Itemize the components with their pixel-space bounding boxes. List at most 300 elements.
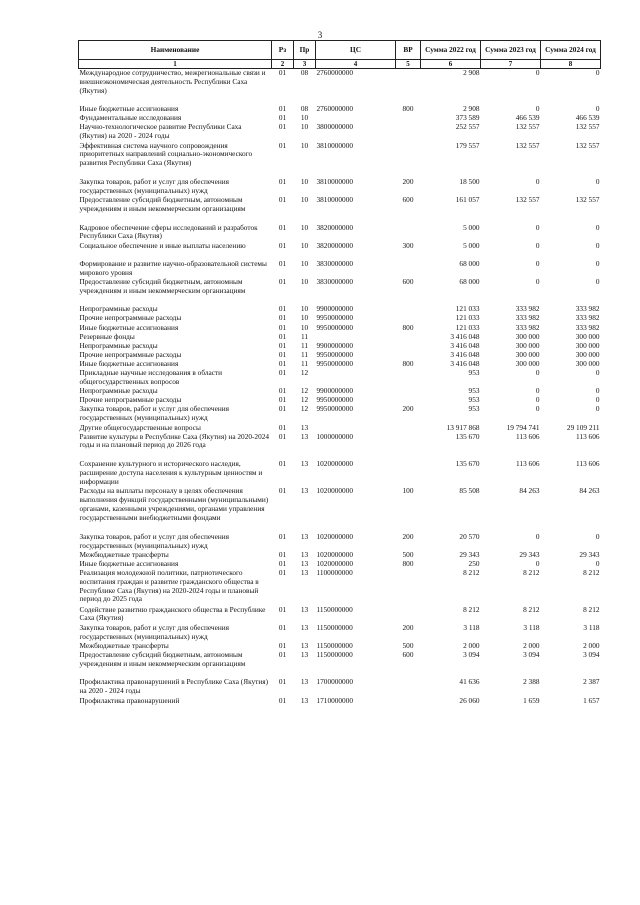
- row-name: Профилактика правонарушений: [79, 695, 180, 705]
- table-row: [79, 142, 601, 178]
- row-sum-2022: 373 589: [455, 113, 480, 123]
- row-pr: 12: [300, 386, 309, 396]
- row-name: Расходы на выплаты персоналу в целях обеспечения выполнения функций государственными (муниципальными) органами, казенными учреждениями, органами управления государственными внебюджетными фондами: [79, 486, 269, 522]
- row-name: Содействие развитию гражданского общества в Республике Саха (Якутия): [79, 604, 266, 623]
- row-name: Иные бюджетные ассигнования: [79, 358, 179, 368]
- row-sum-2024: 0: [595, 559, 600, 569]
- row-sum-2024: 0: [595, 222, 600, 232]
- column-number: 3: [294, 60, 316, 69]
- row-rz: 01: [278, 349, 287, 359]
- row-name: Международное сотрудничество, межрегиональные связи и внешнеэкономическая деятельность Республики Саха (Якутия): [79, 68, 266, 95]
- row-sum-2024: 113 606: [576, 431, 600, 441]
- row-vr: 200: [402, 622, 414, 632]
- row-cs: 1020000000: [316, 549, 353, 559]
- row-sum-2022: 3 416 048: [450, 331, 480, 341]
- table-row: [79, 369, 601, 387]
- row-name: Кадровое обеспечение сферы исследований и разработок Республики Саха (Якутия): [79, 222, 258, 241]
- row-sum-2023: 8 212: [523, 568, 540, 578]
- row-pr: 11: [300, 349, 309, 359]
- row-sum-2022: 121 033: [455, 304, 480, 314]
- row-pr: 13: [300, 640, 309, 650]
- row-sum-2023: [481, 96, 541, 105]
- column-header-sum-2022: Сумма 2022 год: [421, 41, 481, 60]
- row-rz: 01: [278, 640, 287, 650]
- row-vr: [396, 260, 421, 278]
- row-rz: 01: [278, 313, 287, 323]
- row-rz: 01: [278, 622, 287, 632]
- row-name: Прикладные научные исследования в области общегосударственных вопросов: [79, 368, 223, 386]
- row-rz: 01: [278, 322, 287, 332]
- row-cs: 3830000000: [316, 277, 353, 287]
- row-sum-2023: 8 212: [523, 604, 540, 614]
- table-row: [79, 678, 601, 696]
- row-pr: 13: [300, 459, 309, 468]
- row-name: Научно-технологическое развитие Республики Саха (Якутия) на 2020 - 2024 годы: [79, 122, 242, 141]
- row-sum-2024: 3 118: [583, 622, 600, 632]
- row-pr: 10: [300, 177, 309, 187]
- row-sum-2022: 2 908: [463, 68, 480, 78]
- row-pr: 13: [300, 650, 309, 660]
- row-rz: 01: [278, 331, 287, 341]
- row-sum-2023: 0: [535, 395, 540, 405]
- row-vr: [396, 569, 421, 605]
- row-name: Непрограммные расходы: [79, 340, 158, 350]
- row-sum-2024: 0: [595, 395, 600, 405]
- row-cs: 1020000000: [316, 531, 353, 541]
- row-rz: 01: [278, 368, 287, 378]
- row-sum-2024: 0: [595, 404, 600, 414]
- row-sum-2022: 85 508: [459, 486, 480, 496]
- row-sum-2023: 0: [535, 240, 540, 250]
- row-sum-2022: 8 212: [463, 568, 480, 578]
- row-cs: 3810000000: [316, 177, 353, 187]
- row-name: Резервные фонды: [79, 331, 135, 341]
- row-rz: 01: [278, 222, 287, 232]
- row-vr: 600: [402, 650, 414, 660]
- row-rz: 01: [278, 140, 287, 150]
- row-sum-2022: 8 212: [463, 604, 480, 614]
- row-sum-2024: 0: [595, 68, 600, 78]
- row-name: Иные бюджетные ассигнования: [79, 104, 179, 114]
- row-sum-2024: 8 212: [583, 568, 600, 578]
- row-sum-2023: 132 557: [515, 195, 540, 205]
- row-sum-2022: 953: [468, 404, 480, 414]
- row-sum-2022: 20 570: [459, 531, 480, 541]
- row-sum-2024: 0: [595, 531, 600, 541]
- row-rz: 01: [278, 258, 287, 268]
- row-sum-2022: 68 000: [459, 277, 480, 287]
- row-name: Социальное обеспечение и иные выплаты населению: [79, 240, 246, 250]
- row-name: Закупка товаров, работ и услуг для обеспечения государственных (муниципальных) нужд: [79, 622, 229, 641]
- row-vr: [396, 460, 421, 487]
- table-row: [79, 697, 601, 706]
- row-sum-2023: 132 557: [515, 140, 540, 150]
- row-sum-2023: 84 263: [519, 486, 540, 496]
- row-name: Межбюджетные трансферты: [79, 549, 169, 559]
- page-number: 3: [317, 30, 323, 40]
- row-vr: 300: [402, 240, 414, 250]
- row-pr: 11: [300, 331, 309, 341]
- row-cs: 1710000000: [316, 695, 353, 705]
- row-name: Другие общегосударственные вопросы: [79, 422, 201, 432]
- row-sum-2024: 113 606: [576, 459, 600, 468]
- row-rz: 01: [278, 340, 287, 350]
- row-sum-2023: 0: [535, 559, 540, 569]
- row-name: Иные бюджетные ассигнования: [79, 559, 179, 569]
- table-row: [79, 624, 601, 642]
- column-header-rz: Рз: [272, 41, 294, 60]
- row-cs: 1150000000: [316, 650, 353, 660]
- row-sum-2023: 2 388: [523, 677, 540, 687]
- row-cs: 1000000000: [316, 431, 353, 441]
- row-sum-2022: 121 033: [455, 313, 480, 323]
- row-cs: 3810000000: [316, 195, 353, 205]
- row-sum-2023: 0: [535, 386, 540, 396]
- row-vr: 500: [402, 549, 414, 559]
- row-sum-2023: 0: [535, 368, 540, 378]
- row-cs: 9950000000: [316, 349, 353, 359]
- row-sum-2023: 333 982: [515, 304, 540, 314]
- row-vr: [396, 333, 421, 342]
- row-sum-2022: 5 000: [463, 240, 480, 250]
- row-vr: 800: [402, 322, 414, 332]
- row-sum-2023: 29 343: [519, 549, 540, 559]
- row-rz: 01: [278, 104, 287, 114]
- row-cs: 9900000000: [316, 386, 353, 396]
- row-sum-2022: 68 000: [459, 258, 480, 268]
- row-sum-2022: 18 500: [459, 177, 480, 187]
- row-name: Непрограммные расходы: [79, 386, 158, 396]
- row-sum-2022: 179 557: [455, 140, 480, 150]
- row-sum-2023: 300 000: [515, 358, 540, 368]
- row-pr: 10: [300, 113, 309, 123]
- row-name: Предоставление субсидий бюджетным, автономным учреждениям и иным некоммерческим организациям: [79, 277, 246, 295]
- row-name: Прочие непрограммные расходы: [79, 313, 182, 323]
- row-pr: 13: [300, 549, 309, 559]
- row-cs: 9950000000: [316, 322, 353, 332]
- row-sum-2024: 0: [595, 386, 600, 396]
- row-cs: 1020000000: [316, 459, 353, 468]
- row-cs: 3820000000: [316, 240, 353, 250]
- row-sum-2023: 0: [535, 277, 540, 287]
- row-sum-2022: 29 343: [459, 549, 480, 559]
- row-cs: 1020000000: [316, 559, 353, 569]
- row-sum-2024: 1 657: [583, 695, 600, 705]
- table-row: [79, 405, 601, 423]
- row-rz: 01: [278, 486, 287, 496]
- row-sum-2024: 333 982: [575, 304, 600, 314]
- row-sum-2022: 3 094: [463, 650, 480, 660]
- row-sum-2023: 1 659: [523, 695, 540, 705]
- row-rz: 01: [278, 431, 287, 441]
- row-pr: 10: [300, 240, 309, 250]
- row-sum-2024: 333 982: [575, 322, 600, 332]
- row-vr: 800: [402, 104, 414, 114]
- row-rz: 01: [278, 422, 287, 432]
- row-rz: 01: [278, 604, 287, 614]
- column-number: 8: [541, 60, 601, 69]
- row-sum-2024: 333 982: [575, 313, 600, 323]
- row-vr: 200: [402, 531, 414, 541]
- row-name: Сохранение культурного и исторического наследия, расширение доступа населения к культурным ценностям и информации: [79, 459, 263, 486]
- row-sum-2022: 41 636: [459, 677, 480, 687]
- row-name: Предоставление субсидий бюджетным, автономным учреждениям и иным некоммерческим организациям: [79, 650, 246, 668]
- row-sum-2022: 2 908: [463, 104, 480, 114]
- table-row: [79, 242, 601, 260]
- table-row: [79, 69, 601, 96]
- row-vr: [396, 114, 421, 123]
- row-name: Закупка товаров, работ и услуг для обеспечения государственных (муниципальных) нужд: [79, 177, 229, 195]
- row-pr: 13: [300, 695, 309, 705]
- row-vr: 100: [402, 486, 414, 496]
- row-name: Закупка товаров, работ и услуг для обеспечения государственных (муниципальных) нужд: [79, 404, 229, 423]
- row-sum-2024: 300 000: [575, 358, 600, 368]
- row-cs: 2760000000: [316, 104, 353, 114]
- row-cs: 3820000000: [316, 222, 353, 232]
- header-row: [79, 41, 601, 60]
- table-row: [79, 433, 601, 460]
- row-rz: 01: [278, 404, 287, 414]
- row-sum-2023: 113 606: [516, 459, 540, 468]
- row-vr: [396, 678, 421, 696]
- row-vr: 200: [402, 177, 414, 187]
- row-pr: 10: [300, 195, 309, 205]
- row-name: Прочие непрограммные расходы: [79, 349, 182, 359]
- column-number: 1: [79, 60, 272, 69]
- row-sum-2023: 466 539: [515, 113, 540, 123]
- row-sum-2023: 300 000: [515, 349, 540, 359]
- row-name: Развитие культуры в Республике Саха (Якутия) на 2020-2024 годы и на плановый период до 2026 года: [79, 431, 270, 450]
- row-sum-2023: 132 557: [515, 122, 540, 132]
- table-row: [79, 606, 601, 624]
- row-cs: 9900000000: [316, 340, 353, 350]
- row-sum-2023: 113 606: [516, 431, 540, 441]
- row-sum-2022: 3 416 048: [450, 340, 480, 350]
- row-cs: 9950000000: [316, 404, 353, 414]
- row-cs: 9950000000: [316, 358, 353, 368]
- column-header-sum-2023: Сумма 2023 год: [481, 41, 541, 60]
- row-cs: 1100000000: [316, 568, 353, 578]
- row-pr: 13: [300, 677, 309, 687]
- row-sum-2022: 953: [468, 368, 480, 378]
- row-rz: 01: [278, 395, 287, 405]
- row-sum-2022: 26 060: [459, 695, 480, 705]
- row-rz: 01: [278, 240, 287, 250]
- row-pr: 10: [300, 322, 309, 332]
- table-row: [79, 460, 601, 487]
- row-sum-2022: 3 416 048: [450, 358, 480, 368]
- row-sum-2024: 0: [595, 258, 600, 268]
- column-header-sum-2024: Сумма 2024 год: [541, 41, 601, 60]
- row-sum-2023: 3 118: [523, 622, 540, 632]
- row-sum-2024: 300 000: [575, 340, 600, 350]
- row-sum-2024: 300 000: [575, 349, 600, 359]
- row-sum-2023: 0: [535, 68, 540, 78]
- row-pr: 10: [300, 277, 309, 287]
- row-pr: 10: [300, 222, 309, 232]
- row-sum-2024: 0: [595, 277, 600, 287]
- row-sum-2024: 0: [595, 368, 600, 378]
- row-sum-2023: 0: [535, 258, 540, 268]
- row-sum-2024: 84 263: [579, 486, 600, 496]
- row-sum-2024: 466 539: [575, 113, 600, 123]
- row-vr: [396, 224, 421, 242]
- table-row: [79, 260, 601, 278]
- row-sum-2024: 132 557: [575, 195, 600, 205]
- row-pr: 13: [300, 568, 309, 578]
- row-cs: 1150000000: [316, 604, 353, 614]
- row-pr: 12: [300, 404, 309, 414]
- row-pr: 13: [300, 559, 309, 569]
- row-vr: [396, 424, 421, 433]
- row-pr: 13: [300, 604, 309, 614]
- row-rz: 01: [278, 113, 287, 123]
- row-rz: 01: [278, 695, 287, 705]
- row-cs: 9950000000: [316, 395, 353, 405]
- row-pr: 08: [300, 104, 309, 114]
- table-row: [79, 224, 601, 242]
- row-cs: 1150000000: [316, 640, 353, 650]
- table-row: [79, 651, 601, 678]
- row-name: Фундаментальные исследования: [79, 113, 182, 123]
- column-number: 7: [481, 60, 541, 69]
- row-name: Прочие непрограммные расходы: [79, 395, 182, 405]
- row-sum-2024: 29 109 211: [566, 422, 600, 432]
- row-sum-2023: 19 794 741: [506, 422, 540, 432]
- row-sum-2024: 2 000: [583, 640, 600, 650]
- row-sum-2023: 333 982: [515, 313, 540, 323]
- row-vr: [396, 606, 421, 624]
- row-sum-2022: 13 917 868: [446, 422, 480, 432]
- row-vr: [396, 142, 421, 178]
- row-pr: 10: [300, 313, 309, 323]
- row-vr: 200: [402, 404, 414, 414]
- row-cs: 1700000000: [316, 677, 353, 687]
- row-name: Эффективная система научного сопровождения приоритетных направлений социально-экономического развития Республики Саха (Якутия): [79, 140, 253, 168]
- row-rz: 01: [278, 386, 287, 396]
- column-number: 5: [396, 60, 421, 69]
- row-sum-2024: 300 000: [575, 331, 600, 341]
- column-number: 6: [421, 60, 481, 69]
- row-sum-2023: 0: [535, 222, 540, 232]
- row-cs: 1150000000: [316, 622, 353, 632]
- row-sum-2022: 953: [468, 395, 480, 405]
- row-vr: 500: [402, 640, 414, 650]
- column-header-name: Наименование: [79, 41, 272, 60]
- row-name: Межбюджетные трансферты: [79, 640, 169, 650]
- row-vr: [396, 387, 421, 396]
- budget-table: [78, 40, 601, 706]
- row-vr: [396, 369, 421, 387]
- row-vr: [396, 433, 421, 460]
- row-cs: 3830000000: [316, 258, 353, 268]
- column-header-pr: Пр: [294, 41, 316, 60]
- row-vr: [396, 342, 421, 351]
- row-rz: 01: [278, 459, 287, 468]
- row-rz: 01: [278, 122, 287, 132]
- row-sum-2022: 250: [468, 559, 480, 569]
- row-rz: 01: [278, 358, 287, 368]
- row-pr: 10: [300, 122, 309, 132]
- row-pr: 11: [300, 358, 309, 368]
- row-sum-2022: 135 670: [455, 459, 480, 468]
- row-sum-2024: [541, 96, 601, 105]
- row-pr: 13: [300, 622, 309, 632]
- row-pr: 12: [300, 368, 309, 378]
- row-vr: 800: [402, 358, 414, 368]
- row-sum-2024: 29 343: [579, 549, 600, 559]
- table-row: [79, 123, 601, 141]
- row-vr: [396, 69, 421, 96]
- table-row: [79, 569, 601, 605]
- row-sum-2022: 2 000: [463, 640, 480, 650]
- row-sum-2023: 300 000: [515, 331, 540, 341]
- row-sum-2022: 252 557: [455, 122, 480, 132]
- row-rz: 01: [278, 277, 287, 287]
- row-sum-2022: 3 416 048: [450, 349, 480, 359]
- row-sum-2024: 132 557: [575, 122, 600, 132]
- table-row: [79, 487, 601, 533]
- row-sum-2022: 161 057: [455, 195, 480, 205]
- row-sum-2022: 121 033: [455, 322, 480, 332]
- row-pr: 13: [300, 486, 309, 496]
- row-sum-2024: 0: [595, 104, 600, 114]
- row-rz: 01: [278, 568, 287, 578]
- table-row: [79, 278, 601, 305]
- row-vr: [396, 123, 421, 141]
- row-rz: 01: [278, 304, 287, 314]
- row-name: Формирование и развитие научно-образовательной системы мирового уровня: [79, 258, 267, 277]
- column-header-vr: ВР: [396, 41, 421, 60]
- row-pr: 10: [300, 258, 309, 268]
- row-rz: 01: [278, 650, 287, 660]
- row-cs: [316, 369, 396, 387]
- row-cs: 9900000000: [316, 304, 353, 314]
- row-vr: [396, 305, 421, 314]
- row-rz: 01: [278, 677, 287, 687]
- row-sum-2024: 132 557: [575, 140, 600, 150]
- row-sum-2023: 0: [535, 531, 540, 541]
- row-pr: 13: [300, 422, 309, 432]
- row-cs: 2760000000: [316, 68, 353, 78]
- row-sum-2023: 0: [535, 104, 540, 114]
- row-sum-2022: 135 670: [455, 431, 480, 441]
- row-name: Профилактика правонарушений в Республике Саха (Якутия) на 2020 - 2024 годы: [79, 677, 269, 696]
- row-pr: 13: [300, 431, 309, 441]
- row-pr: 10: [300, 140, 309, 150]
- row-name: Предоставление субсидий бюджетным, автономным учреждениям и иным некоммерческим организациям: [79, 195, 246, 213]
- table-row: [79, 533, 601, 551]
- row-vr: 600: [402, 277, 414, 287]
- column-number: 4: [316, 60, 396, 69]
- row-sum-2023: 333 982: [515, 322, 540, 332]
- row-sum-2024: 0: [595, 177, 600, 187]
- row-name: Реализация молодежной политики, патриотического воспитания граждан и развитие гражданского общества в Республике Саха (Якутия) на 2020-2024 годы и плановый период до 2025 года: [79, 568, 259, 604]
- row-name: Иные бюджетные ассигнования: [79, 322, 179, 332]
- row-cs: 3800000000: [316, 122, 353, 132]
- column-number: 2: [272, 60, 294, 69]
- row-pr: 11: [300, 340, 309, 350]
- row-name: Закупка товаров, работ и услуг для обеспечения государственных (муниципальных) нужд: [79, 531, 229, 550]
- row-vr: 800: [402, 559, 414, 569]
- row-rz: 01: [278, 531, 287, 541]
- row-name: Непрограммные расходы: [79, 304, 158, 314]
- table-row: [79, 196, 601, 223]
- row-sum-2024: 8 212: [583, 604, 600, 614]
- row-sum-2023: 0: [535, 404, 540, 414]
- column-header-cs: ЦС: [316, 41, 396, 60]
- row-sum-2023: 300 000: [515, 340, 540, 350]
